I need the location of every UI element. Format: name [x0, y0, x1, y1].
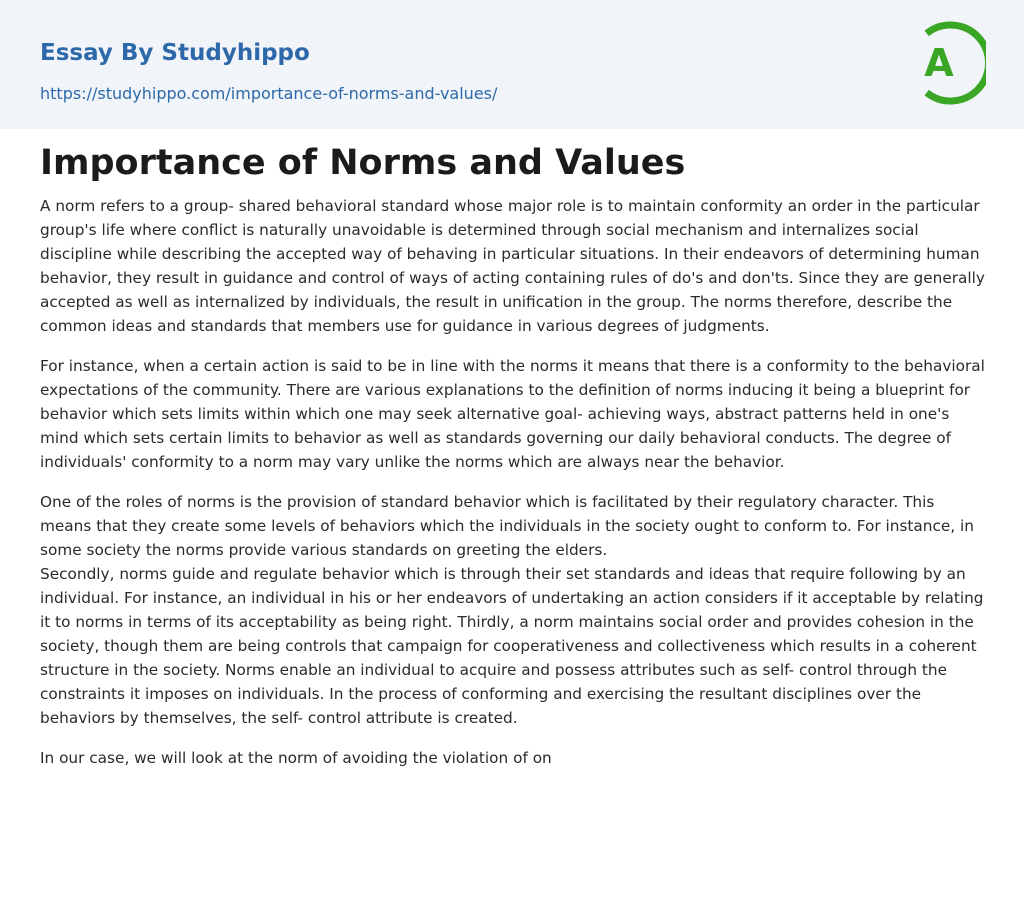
- article-title: Importance of Norms and Values: [40, 143, 686, 183]
- paragraph-3: One of the roles of norms is the provision of standard behavior which is facilitated by their regulatory character. This means that they create some levels of behaviors which the individuals in the society ought to conform to. For instance, in some society the norms provide various standards on greeting the elders.: [40, 493, 974, 559]
- page-url-link[interactable]: https://studyhippo.com/importance-of-norms-and-values/: [40, 84, 498, 103]
- paragraph-5: In our case, we will look at the norm of avoiding the violation of on: [40, 749, 552, 767]
- brand-name[interactable]: Essay By Studyhippo: [40, 40, 310, 66]
- article-body: [40, 194, 988, 786]
- paragraph-2: For instance, when a certain action is said to be in line with the norms it means that there is a conformity to the behavioral expectations of the community. There are various explanations to the definition of norms inducing it being a blueprint for behavior which sets limits within which one may seek alternative goal- achieving ways, abstract patterns held in one's mind which sets certain limits to behavior as well as standards governing our daily behavioral conducts. The degree of individuals' conformity to a norm may vary unlike the norms which are always near the behavior.: [40, 357, 985, 471]
- paragraph-1: A norm refers to a group- shared behavioral standard whose major role is to maintain conformity an order in the particular group's life where conflict is naturally unavoidable is determined through social mechanism and internalizes social discipline while describing the accepted way of behaving in particular situations. In their endeavors of determining human behavior, they result in guidance and control of ways of acting containing rules of do's and don'ts. Since they are generally accepted as well as internalized by individuals, the result in unification in the group. The norms therefore, describe the common ideas and standards that members use for guidance in various degrees of judgments.: [40, 197, 985, 335]
- paragraph-4: Secondly, norms guide and regulate behavior which is through their set standards and ideas that require following by an individual. For instance, an individual in his or her endeavors of undertaking an action considers if it acceptable by relating it to norms in terms of its acceptability as being right. Thirdly, a norm maintains social order and provides cohesion in the society, though them are being controls that campaign for cooperativeness and collectiveness which results in a coherent structure in the society. Norms enable an individual to acquire and possess attributes such as self- control through the constraints it imposes on individuals. In the process of conforming and exercising the resultant disciplines over the behaviors by themselves, the self- control attribute is created.: [40, 565, 984, 727]
- logo-letter: A: [924, 41, 954, 85]
- studyhippo-logo-icon[interactable]: [912, 20, 986, 106]
- site-header: [0, 0, 1024, 129]
